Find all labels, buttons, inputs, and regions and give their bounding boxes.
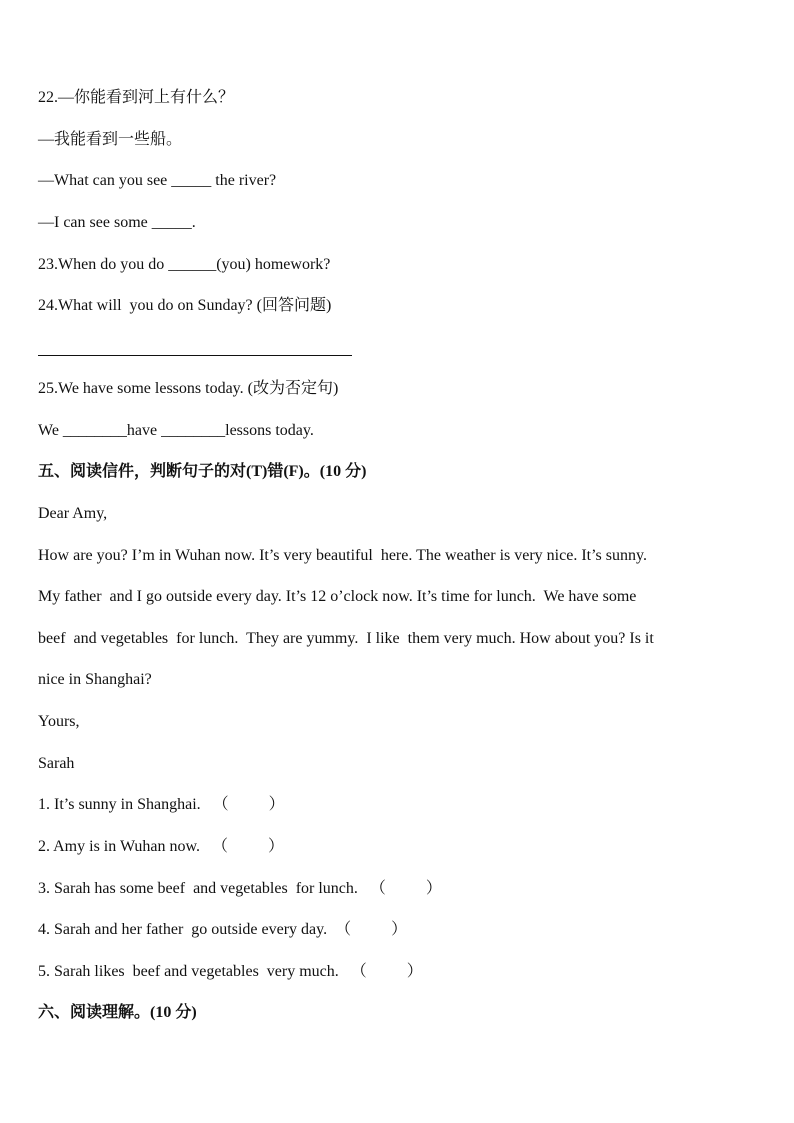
q24: 24.What will you do on Sunday? (回答问题)	[38, 297, 332, 314]
letter-body-line: beef and vegetables for lunch. They are yummy. I like them very much. How about you? Is it	[38, 630, 654, 647]
q22-chinese-question: 22.—你能看到河上有什么？	[38, 89, 235, 106]
statement-2: 2. Amy is in Wuhan now. （ ）	[38, 838, 285, 855]
letter-body-line: How are you? I’m in Wuhan now. It’s very beautiful here. The weather is very nice. It’s sunny.	[38, 547, 647, 564]
letter-signature: Sarah	[38, 755, 75, 772]
q24-answer-line	[38, 355, 352, 356]
section6-heading: 六、阅读理解。(10 分)	[38, 1004, 197, 1021]
letter-body-line: My father and I go outside every day. It’s 12 o’clock now. It’s time for lunch. We have some	[38, 588, 637, 605]
statement-4: 4. Sarah and her father go outside every day. （ ）	[38, 921, 408, 938]
q25-answer: We ________have ________lessons today.	[38, 422, 314, 439]
q22-chinese-answer: —我能看到一些船。	[38, 131, 183, 148]
q22-english-answer: —I can see some _____.	[38, 214, 196, 231]
q22-english-question: —What can you see _____ the river?	[38, 172, 277, 189]
q25: 25.We have some lessons today. (改为否定句)	[38, 380, 339, 397]
q23: 23.When do you do ______(you) homework?	[38, 256, 331, 273]
letter-greeting: Dear Amy,	[38, 505, 108, 522]
statement-5: 5. Sarah likes beef and vegetables very much. （ ）	[38, 963, 423, 980]
section5-heading: 五、阅读信件，判断句子的对(T)错(F)。(10 分)	[38, 463, 367, 480]
letter-body-line: nice in Shanghai?	[38, 671, 152, 688]
letter-closing: Yours,	[38, 713, 80, 730]
statement-1: 1. It’s sunny in Shanghai. （ ）	[38, 796, 285, 813]
statement-3: 3. Sarah has some beef and vegetables for lunch. （ ）	[38, 880, 442, 897]
